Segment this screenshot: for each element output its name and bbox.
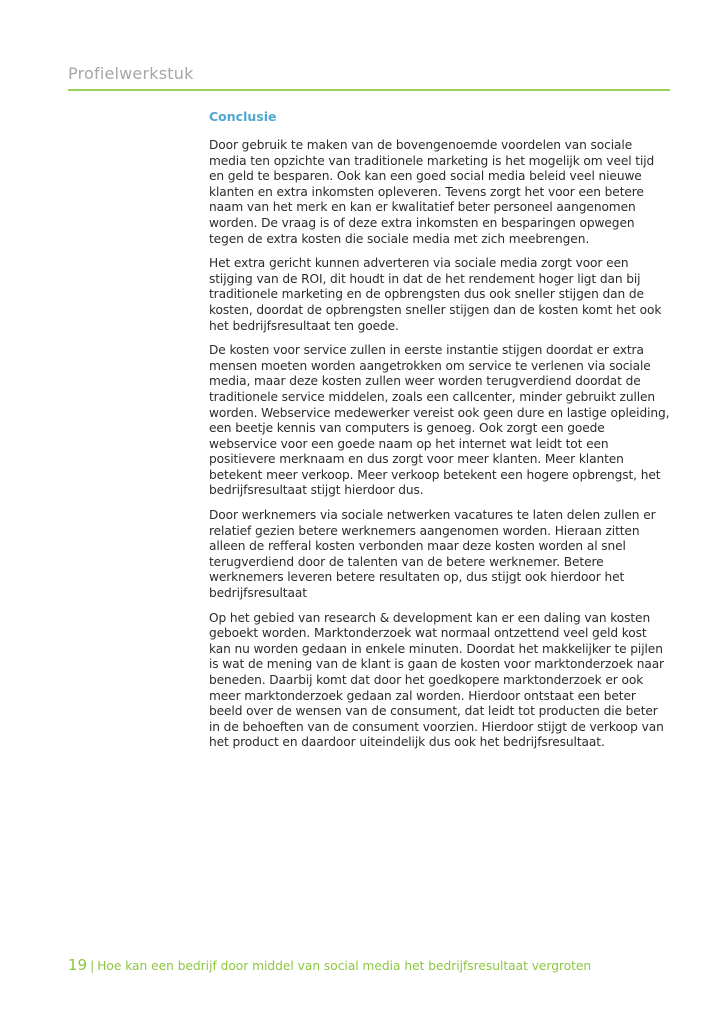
page-number: 19: [68, 956, 88, 974]
paragraph-4: Door werknemers via sociale netwerken vacatures te laten delen zullen er relatief gezien betere werknemers aangenomen worden. Hieraan zitten alleen de refferal kosten verbonden maar deze kosten worden al snel terugverdiend door de talenten van de betere werknemer. Betere werknemers leveren betere resultaten op, dus stijgt ook hierdoor het bedrijfsresultaat: [209, 508, 656, 601]
header-divider: [68, 89, 670, 91]
footer-title: Hoe kan een bedrijf door middel van social media het bedrijfsresultaat vergroten: [97, 959, 592, 973]
page-footer: [68, 956, 591, 974]
paragraph-1: Door gebruik te maken van de bovengenoemde voordelen van sociale media ten opzichte van traditionele marketing is het mogelijk om veel tijd en geld te besparen. Ook kan een goed social media beleid veel nieuwe klanten en extra inkomsten opleveren. Tevens zorgt het voor een betere naam van het merk en kan er kwalitatief beter personeel aangenomen worden. De vraag is of deze extra inkomsten en besparingen opwegen tegen de extra kosten die sociale media met zich meebrengen.: [209, 138, 655, 246]
paragraph-3: De kosten voor service zullen in eerste instantie stijgen doordat er extra mensen moeten worden aangetrokken om service te verlenen via sociale media, maar deze kosten zullen weer worden terugverdiend doordat de traditionele service middelen, zoals een callcenter, minder gebruikt zullen worden. Webservice medewerker vereist ook geen dure en lastige opleiding, een beetje kennis van computers is genoeg. Ook zorgt een goede webservice voor een goede naam op het internet wat leidt tot een positievere merknaam en dus zorgt voor meer klanten. Meer klanten betekent meer verkoop. Meer verkoop betekent een hogere opbrengst, het bedrijfsresultaat stijgt hierdoor dus.: [209, 343, 670, 498]
section-heading: Conclusie: [209, 109, 277, 124]
main-content: [209, 109, 671, 760]
paragraph-5: Op het gebied van research & development kan er een daling van kosten geboekt worden. Marktonderzoek wat normaal ontzettend veel geld kost kan nu worden gedaan in enkele minuten. Doordat het makkelijker te pijlen is wat de mening van de klant is gaan de kosten voor marktonderzoek naar beneden. Daarbij komt dat door het goedkopere marktonderzoek er ook meer marktonderzoek gedaan zal worden. Hierdoor ontstaat een beter beeld over de wensen van de consument, dat leidt tot producten die beter in de behoeften van de consument voorzien. Hierdoor stijgt de verkoop van het product en daardoor uiteindelijk dus ook het bedrijfsresultaat.: [209, 610, 664, 750]
document-header-title: Profielwerkstuk: [68, 64, 194, 83]
paragraph-2: Het extra gericht kunnen adverteren via sociale media zorgt voor een stijging van de ROI, dit houdt in dat de het rendement hoger ligt dan bij traditionele marketing en de opbrengsten dus ook sneller stijgen dan de kosten, doordat de opbrengsten sneller stijgen dan de kosten komt het ook het bedrijfsresultaat ten goede.: [209, 256, 662, 333]
footer-separator: |: [90, 959, 95, 973]
